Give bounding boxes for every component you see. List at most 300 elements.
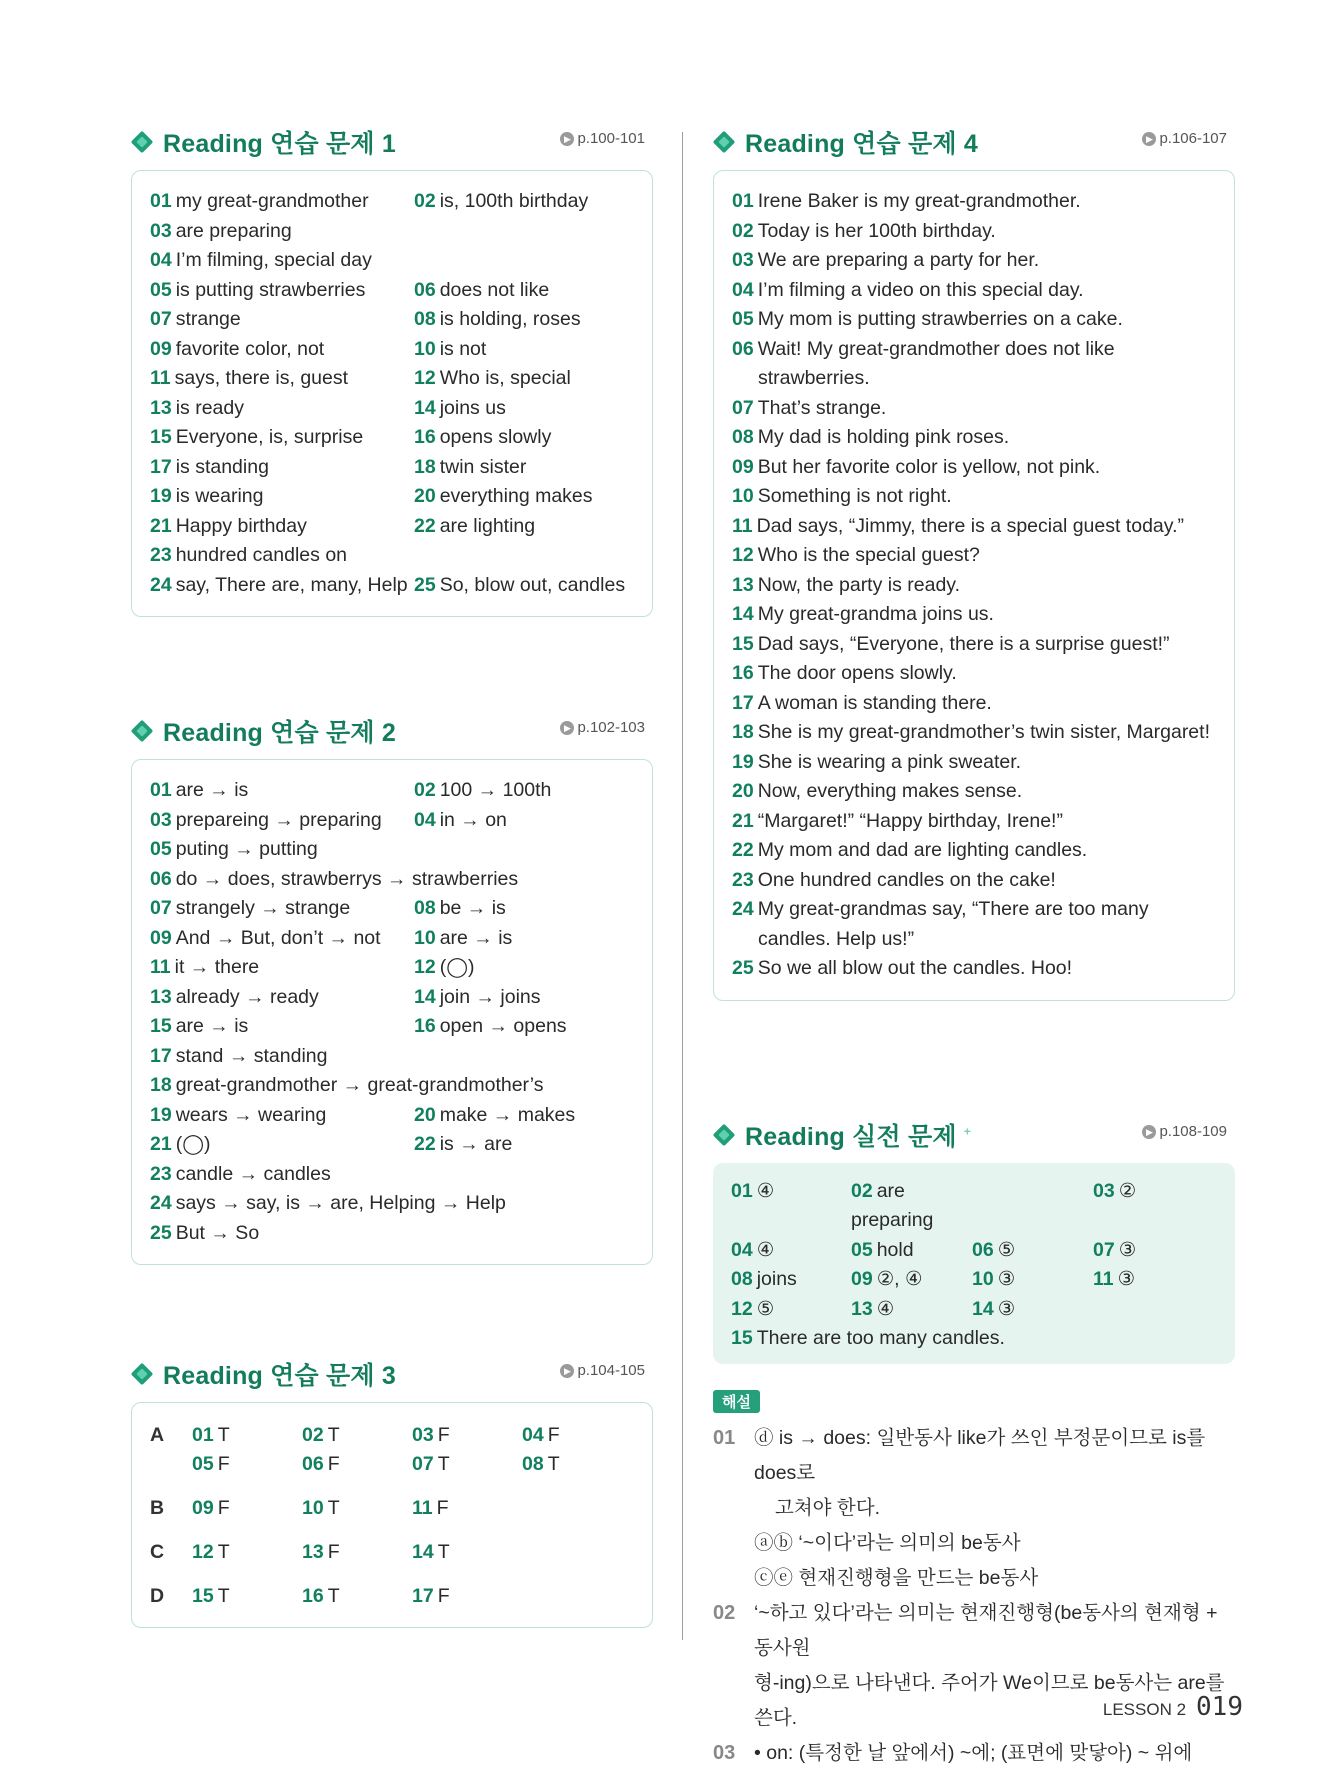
explanation-text: ⓒⓔ 현재진행형을 만드는 be동사 [754, 1566, 1039, 1589]
empty-cell [414, 217, 634, 247]
answer-item [732, 305, 1216, 335]
item-number: 02 [851, 1179, 873, 1202]
answer-item [150, 894, 414, 924]
answer-item [150, 571, 414, 601]
item-number: 06 [414, 278, 436, 301]
item-number: 11 [150, 956, 171, 978]
item-number: 07 [732, 396, 754, 419]
answer-item [732, 866, 1216, 896]
item-number: 09 [851, 1268, 873, 1290]
item-text: I’m filming, special day [175, 249, 372, 271]
item-number: 11 [412, 1497, 433, 1519]
item-text: ③ [997, 1297, 1016, 1320]
item-text: are preparing [851, 1179, 934, 1231]
item-text: So, blow out, candles [439, 573, 626, 596]
answer-item [732, 512, 1216, 542]
answer-box-4 [713, 170, 1235, 1001]
answer-item [150, 1101, 414, 1131]
answer-item [972, 1265, 1093, 1295]
answer-item [150, 983, 414, 1013]
item-number: 09 [192, 1497, 214, 1519]
answer-box-2 [131, 759, 653, 1265]
item-number: 19 [732, 750, 754, 773]
item-number: 16 [414, 1015, 436, 1037]
item-number: 12 [731, 1297, 753, 1320]
item-number: 06 [972, 1238, 994, 1261]
answer-item [150, 276, 414, 306]
answer-item [1093, 1177, 1193, 1236]
item-number: 20 [732, 780, 754, 802]
item-number: 21 [732, 809, 754, 832]
empty-cell [414, 1042, 634, 1072]
item-number: 06 [302, 1453, 324, 1475]
item-number: 01 [150, 779, 172, 801]
item-text: does not like [439, 278, 550, 301]
item-number: 12 [414, 956, 436, 978]
item-text: ④ [876, 1297, 895, 1320]
item-text: ② [1118, 1179, 1137, 1202]
item-number: 16 [302, 1585, 324, 1607]
answer-item [414, 1012, 634, 1042]
item-number: 08 [732, 426, 754, 448]
answer-item [732, 954, 1216, 984]
item-number: 14 [732, 603, 754, 625]
answer-item [150, 924, 414, 954]
answer-item [972, 1236, 1093, 1266]
item-number: 06 [732, 337, 754, 360]
item-text: great-grandmother → great-grandmother’s [175, 1074, 544, 1096]
explanation-text: 고쳐야 한다. [775, 1496, 881, 1519]
item-number: 22 [732, 839, 754, 861]
answer-item [302, 1582, 412, 1611]
answer-item [414, 364, 634, 394]
answer-item [150, 541, 414, 571]
item-number: 03 [412, 1424, 434, 1446]
answer-item [732, 630, 1216, 660]
arrow-right-icon: ▶ [1142, 1125, 1156, 1139]
item-number: 01 [732, 190, 754, 212]
item-text: stand → standing [175, 1044, 328, 1067]
item-number: 16 [732, 662, 754, 684]
answer-item [414, 983, 634, 1013]
item-text: My dad is holding pink roses. [757, 426, 1010, 448]
answer-item [732, 541, 1216, 571]
answer-item [414, 924, 634, 954]
item-number: 14 [414, 396, 436, 419]
answer-item [192, 1450, 302, 1479]
section-header-3 [131, 1350, 653, 1402]
item-text: are lighting [439, 514, 536, 537]
page-reference: ▶ p.104-105 [560, 1362, 645, 1379]
answer-item [731, 1324, 1193, 1354]
answer-item [732, 335, 1216, 394]
item-text: That’s strange. [757, 396, 887, 419]
item-number: 25 [414, 573, 436, 596]
item-text: But her favorite color is yellow, not pink. [757, 455, 1101, 478]
item-number: 17 [412, 1585, 434, 1607]
answer-item [732, 659, 1216, 689]
item-number: 05 [192, 1453, 214, 1475]
item-number: 12 [414, 367, 436, 389]
item-text: Today is her 100th birthday. [757, 219, 996, 242]
answer-item [412, 1538, 522, 1567]
item-number: 09 [732, 455, 754, 478]
item-text: twin sister [439, 455, 527, 478]
answer-item [522, 1450, 632, 1479]
answer-item [302, 1450, 412, 1479]
item-text: are preparing [175, 219, 292, 242]
item-number: 23 [150, 1162, 172, 1185]
empty-cell [414, 1160, 634, 1190]
answer-item [414, 776, 634, 806]
item-text: it → there [174, 956, 260, 978]
item-text: strangely → strange [175, 897, 351, 919]
item-text: ③ [1117, 1268, 1136, 1290]
item-text: is wearing [175, 485, 264, 507]
answer-item [414, 571, 634, 601]
answer-item [732, 571, 1216, 601]
answer-item [731, 1265, 851, 1295]
item-text: T [327, 1585, 340, 1607]
answer-item [414, 335, 634, 365]
item-text: ④ [756, 1179, 775, 1202]
item-text: strange [175, 308, 241, 330]
lesson-label: LESSON 2 [1102, 1700, 1187, 1719]
item-text: I’m filming a video on this special day. [757, 278, 1084, 301]
item-text: are → is [175, 1015, 249, 1037]
arrow-right-icon: ▶ [560, 132, 574, 146]
item-number: 03 [732, 249, 754, 271]
item-text: is → are [439, 1133, 513, 1155]
item-text: My great-grandmas say, “There are too many candles. Help us!” [757, 898, 1149, 950]
answer-item [414, 1101, 634, 1131]
item-number: 13 [732, 573, 754, 596]
item-number: 16 [414, 426, 436, 448]
empty-cell [972, 1177, 1093, 1236]
answer-item [732, 453, 1216, 483]
group-gap [150, 1567, 632, 1582]
answer-item [732, 689, 1216, 719]
answer-item [302, 1421, 412, 1450]
item-text: F [436, 1497, 449, 1519]
arrow-right-icon: ▶ [1142, 132, 1156, 146]
item-number: 12 [192, 1541, 214, 1563]
section-header-5 [713, 1111, 1235, 1163]
item-text: My mom is putting strawberries on a cake. [757, 308, 1123, 330]
answer-item [150, 1130, 414, 1160]
answer-item [150, 1042, 414, 1072]
item-text: is, 100th birthday [439, 190, 589, 212]
item-text: T [217, 1424, 230, 1446]
diamond-icon [713, 131, 736, 154]
item-number: 04 [731, 1238, 753, 1261]
item-text: F [547, 1424, 560, 1446]
page-reference: ▶ p.106-107 [1142, 130, 1227, 147]
item-number: 14 [412, 1541, 434, 1563]
item-text: ③ [997, 1268, 1016, 1290]
item-number: 25 [732, 957, 754, 979]
explanation-number: 01 [713, 1426, 736, 1449]
answer-item [731, 1295, 851, 1325]
item-text: Dad says, “Jimmy, there is a special guest today.” [756, 514, 1184, 537]
empty-cell [522, 1582, 632, 1611]
item-text: Who is, special [439, 367, 571, 389]
answer-grid [731, 1177, 1217, 1354]
page-reference: ▶ p.100-101 [560, 130, 645, 147]
item-text: in → on [439, 808, 507, 831]
answer-item [732, 187, 1216, 217]
item-number: 19 [150, 485, 172, 507]
empty-cell [414, 1219, 634, 1249]
item-text: T [217, 1541, 230, 1563]
answer-item [150, 423, 414, 453]
empty-cell [522, 1538, 632, 1567]
item-text: “Margaret!” “Happy birthday, Irene!” [757, 809, 1063, 832]
answer-item [302, 1494, 412, 1523]
item-number: 01 [192, 1424, 214, 1446]
item-number: 24 [732, 898, 754, 920]
explanation-text: • on: (특정한 날 앞에서) ~에; (표면에 맞닿아) ~ 위에 [754, 1741, 1193, 1764]
item-number: 02 [732, 219, 754, 242]
item-text: everything makes [439, 485, 593, 507]
item-number: 13 [150, 396, 172, 419]
item-number: 18 [150, 1074, 172, 1096]
item-number: 15 [150, 426, 172, 448]
answer-item [731, 1236, 851, 1266]
item-number: 15 [732, 632, 754, 655]
answer-item [150, 1071, 634, 1101]
answer-item [732, 246, 1216, 276]
item-text: Who is the special guest? [757, 544, 980, 566]
answer-item [150, 364, 414, 394]
group-gap [150, 1523, 632, 1538]
item-text: ③ [1118, 1238, 1137, 1261]
item-number: 04 [522, 1424, 544, 1446]
answer-item [150, 394, 414, 424]
explanation-row [713, 1596, 1235, 1666]
answer-item [732, 276, 1216, 306]
answer-item [732, 600, 1216, 630]
item-text: say, There are, many, Help [175, 573, 408, 596]
item-text: prepareing → preparing [175, 808, 382, 831]
answer-item [522, 1421, 632, 1450]
item-number: 12 [732, 544, 754, 566]
answer-item [192, 1582, 302, 1611]
answer-item [412, 1450, 522, 1479]
answer-item [851, 1265, 972, 1295]
item-number: 04 [150, 249, 172, 271]
item-number: 02 [414, 190, 436, 212]
item-text: make → makes [439, 1103, 576, 1126]
answer-item [150, 217, 414, 247]
answer-item [732, 895, 1216, 954]
item-text: My mom and dad are lighting candles. [757, 839, 1088, 861]
item-number: 02 [302, 1424, 324, 1446]
item-text: F [437, 1424, 450, 1446]
item-number: 08 [731, 1268, 753, 1290]
answer-item [150, 806, 414, 836]
left-column [131, 118, 653, 1628]
item-number: 14 [972, 1297, 994, 1320]
item-number: 11 [150, 367, 171, 389]
answer-item [851, 1236, 972, 1266]
item-number: 18 [732, 721, 754, 743]
answer-item [150, 246, 414, 276]
item-number: 07 [1093, 1238, 1115, 1261]
item-number: 09 [150, 926, 172, 949]
item-text: T [217, 1585, 230, 1607]
empty-cell [150, 1450, 192, 1479]
answer-item [851, 1177, 972, 1236]
answer-item [414, 512, 634, 542]
item-number: 11 [1093, 1268, 1114, 1290]
item-text: Something is not right. [757, 485, 952, 507]
item-text: T [437, 1453, 450, 1475]
item-number: 01 [150, 190, 172, 212]
group-label: A [150, 1424, 165, 1446]
answer-item [192, 1538, 302, 1567]
item-text: joins [756, 1268, 797, 1290]
answer-item [1093, 1236, 1193, 1266]
section-header-2 [131, 707, 653, 759]
item-number: 03 [1093, 1179, 1115, 1202]
item-text: F [217, 1497, 230, 1519]
plus-mark: + [963, 1124, 972, 1139]
item-text: Now, the party is ready. [757, 573, 961, 596]
item-text: is standing [175, 455, 269, 478]
answer-item [150, 305, 414, 335]
item-number: 08 [522, 1453, 544, 1475]
answer-grid [150, 187, 634, 600]
empty-cell [414, 835, 634, 865]
item-text: is not [439, 337, 487, 360]
item-number: 05 [150, 838, 172, 860]
group-label: B [150, 1497, 165, 1519]
answer-item [851, 1295, 972, 1325]
answer-item [150, 512, 414, 542]
item-number: 23 [732, 868, 754, 891]
explanation-text: ‘~하고 있다’라는 의미는 현재진행형(be동사의 현재형 + 동사원 [754, 1601, 1218, 1659]
item-text: is holding, roses [439, 308, 581, 330]
item-number: 21 [150, 514, 172, 537]
item-text: T [327, 1497, 340, 1519]
item-number: 20 [414, 485, 436, 507]
answer-item [414, 453, 634, 483]
item-text: ②, ④ [876, 1268, 923, 1290]
item-text: are → is [175, 779, 249, 801]
section-title: Reading 연습 문제 4 [745, 130, 978, 158]
answer-item [414, 423, 634, 453]
item-number: 11 [732, 514, 753, 537]
item-number: 13 [150, 985, 172, 1008]
item-text: hold [876, 1238, 914, 1261]
item-number: 20 [414, 1103, 436, 1126]
item-number: 01 [731, 1179, 753, 1202]
item-text: Dad says, “Everyone, there is a surprise guest!” [757, 632, 1170, 655]
item-number: 13 [851, 1297, 873, 1320]
section-title: Reading 실전 문제 + [745, 1122, 972, 1151]
item-number: 22 [414, 1133, 436, 1155]
answer-item [302, 1538, 412, 1567]
answer-item [732, 807, 1216, 837]
answer-item [414, 894, 634, 924]
sentence-list [732, 187, 1216, 984]
item-number: 08 [414, 308, 436, 330]
answer-item [414, 1130, 634, 1160]
answer-item [732, 777, 1216, 807]
item-text: my great-grandmother [175, 190, 369, 212]
answer-item [731, 1177, 851, 1236]
item-text: The door opens slowly. [757, 662, 957, 684]
item-number: 08 [414, 897, 436, 919]
item-text: We are preparing a party for her. [757, 249, 1040, 271]
item-number: 19 [150, 1103, 172, 1126]
item-text: F [437, 1585, 450, 1607]
item-number: 06 [150, 867, 172, 890]
answer-item [732, 394, 1216, 424]
group-gap [150, 1479, 632, 1494]
item-text: Everyone, is, surprise [175, 426, 364, 448]
empty-cell [522, 1494, 632, 1523]
column-divider [682, 132, 683, 1640]
item-text: Wait! My great-grandmother does not like strawberries. [757, 337, 1115, 389]
explanation-row [713, 1736, 1235, 1771]
item-number: 13 [302, 1541, 324, 1563]
item-text: open → opens [439, 1015, 567, 1037]
diamond-icon [131, 131, 154, 154]
item-text: My great-grandma joins us. [757, 603, 994, 625]
item-number: 17 [150, 455, 172, 478]
arrow-right-icon: ▶ [560, 1364, 574, 1378]
section-header-4 [713, 118, 1235, 170]
item-number: 10 [414, 926, 436, 949]
item-number: 07 [150, 308, 172, 330]
item-text: do → does, strawberrys → strawberries [175, 867, 519, 890]
item-number: 24 [150, 573, 172, 596]
explanation-text: 형-ing)으로 나타낸다. 주어가 We이므로 be동사는 are를 쓴다. [754, 1671, 1225, 1729]
item-number: 02 [414, 779, 436, 801]
item-text: 100 → 100th [439, 779, 552, 801]
item-text: puting → putting [175, 838, 318, 860]
item-text: F [327, 1453, 340, 1475]
item-number: 23 [150, 544, 172, 566]
item-text: Happy birthday [175, 514, 307, 537]
answer-item [150, 835, 414, 865]
item-text: She is my great-grandmother’s twin sister, Margaret! [757, 721, 1210, 743]
item-number: 04 [732, 278, 754, 301]
item-number: 15 [150, 1015, 172, 1037]
answer-item [150, 953, 414, 983]
item-number: 24 [150, 1192, 172, 1214]
answer-item [414, 806, 634, 836]
item-number: 03 [150, 808, 172, 831]
explanation-tag: 해설 [713, 1390, 760, 1413]
answer-item [972, 1295, 1093, 1325]
item-text: (◯) [175, 1133, 211, 1155]
explanation-row [713, 1421, 1235, 1491]
item-number: 10 [302, 1497, 324, 1519]
item-number: 07 [150, 897, 172, 919]
item-text: (◯) [439, 956, 475, 978]
empty-cell [414, 541, 634, 571]
item-number: 22 [414, 514, 436, 537]
answer-item [150, 187, 414, 217]
page-reference: ▶ p.108-109 [1142, 1123, 1227, 1140]
item-number: 15 [731, 1327, 753, 1349]
item-text: opens slowly [439, 426, 552, 448]
item-text: There are too many candles. [756, 1327, 1005, 1349]
answer-item [414, 187, 634, 217]
